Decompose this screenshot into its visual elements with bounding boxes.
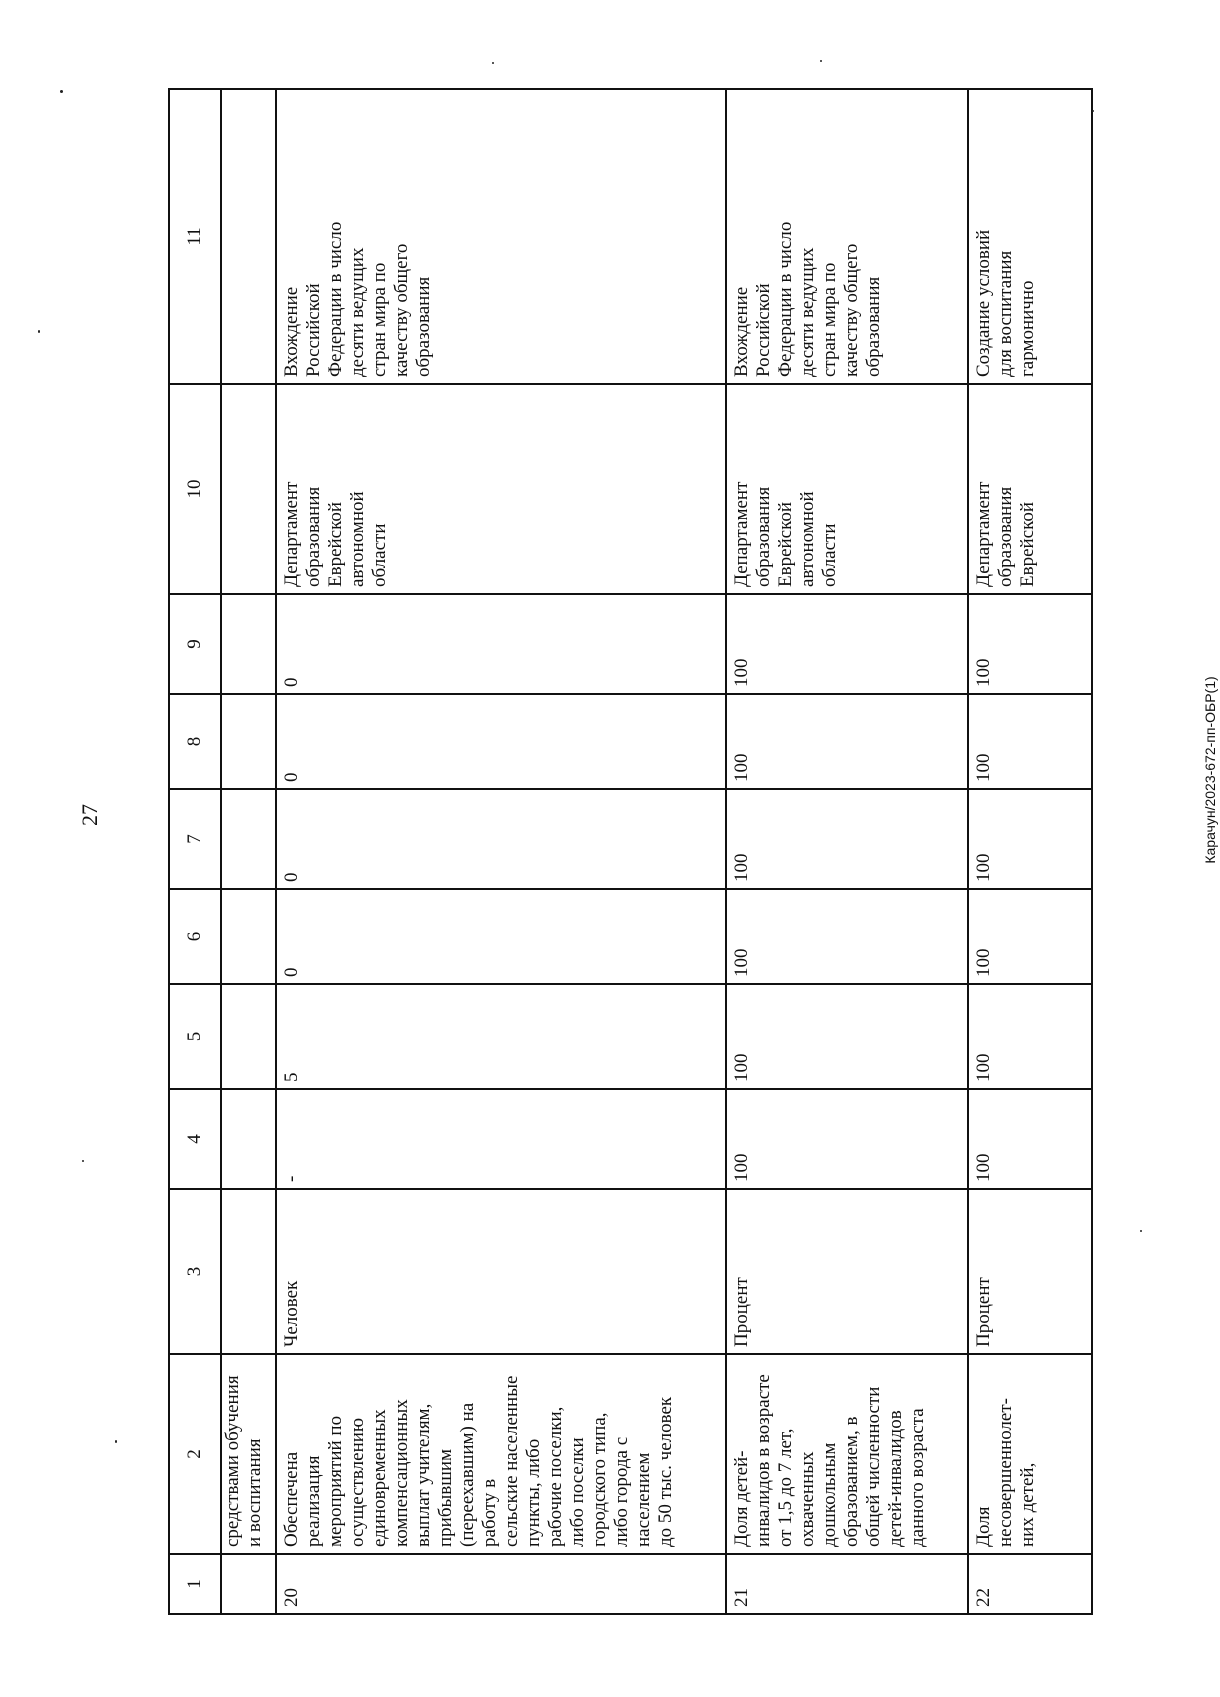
table-cell <box>221 889 276 984</box>
table-cell <box>221 384 276 594</box>
scan-speck <box>115 1440 117 1443</box>
scan-speck <box>82 1160 84 1162</box>
value-col-9: 100 <box>726 594 968 694</box>
table-row <box>726 89 968 1614</box>
col-header-2: 2 <box>169 1354 221 1554</box>
col-header-3: 3 <box>169 1189 221 1354</box>
row-number: 22 <box>968 1554 1092 1614</box>
page-number: 27 <box>77 804 102 826</box>
value-col-9: 0 <box>276 594 726 694</box>
row-number: 20 <box>276 1554 726 1614</box>
scan-speck <box>820 60 822 62</box>
scan-speck <box>60 90 63 93</box>
document-code: Карачун/2023-672-пп-ОБР(1) <box>1202 676 1218 864</box>
table-cell <box>221 984 276 1089</box>
value-col-9: 100 <box>968 594 1092 694</box>
continuation-row <box>221 89 276 1614</box>
value-col-4: - <box>276 1089 726 1189</box>
value-col-6: 0 <box>276 889 726 984</box>
unit: Процент <box>726 1189 968 1354</box>
col-header-9: 9 <box>169 594 221 694</box>
table-cell: средствами обучения и воспитания <box>221 1354 276 1554</box>
goal: Вхождение Российской Федерации в число десяти ведущих стран мира по качеству общего образования <box>276 89 726 384</box>
col-header-4: 4 <box>169 1089 221 1189</box>
value-col-5: 100 <box>968 984 1092 1089</box>
unit: Процент <box>968 1189 1092 1354</box>
col-header-6: 6 <box>169 889 221 984</box>
table-row <box>276 89 726 1614</box>
value-col-6: 100 <box>968 889 1092 984</box>
col-header-11: 11 <box>169 89 221 384</box>
col-header-10: 10 <box>169 384 221 594</box>
value-col-8: 100 <box>726 694 968 789</box>
value-col-6: 100 <box>726 889 968 984</box>
scan-speck <box>38 330 40 333</box>
table-cell <box>221 89 276 384</box>
value-col-5: 100 <box>726 984 968 1089</box>
scan-speck <box>1092 110 1094 112</box>
col-header-8: 8 <box>169 694 221 789</box>
responsible: Департамент образования Еврейской автономной области <box>726 384 968 594</box>
scan-speck <box>1140 1230 1142 1232</box>
scan-speck <box>492 62 494 64</box>
table-cell <box>221 594 276 694</box>
value-col-7: 100 <box>968 789 1092 889</box>
indicator-name: Обеспечена реализация мероприятий по осуществлению единовременных компенсационных выплат учителям, прибывшим (переехавшим) на работу в сельские населенные пункты, либо рабочие поселки, либо поселки городского типа, либо города с населением до 50 тыс. человек <box>276 1354 726 1554</box>
value-col-7: 100 <box>726 789 968 889</box>
indicator-name: Доля несовершеннолет- них детей, <box>968 1354 1092 1554</box>
header-row <box>169 89 221 1614</box>
table-cell <box>221 1189 276 1354</box>
col-header-5: 5 <box>169 984 221 1089</box>
col-header-7: 7 <box>169 789 221 889</box>
value-col-4: 100 <box>968 1089 1092 1189</box>
unit: Человек <box>276 1189 726 1354</box>
value-col-8: 0 <box>276 694 726 789</box>
table-cell <box>221 789 276 889</box>
indicator-name: Доля детей- инвалидов в возрасте от 1,5 до 7 лет, охваченных дошкольным образованием, в общей численности детей-инвалидов данного возраста <box>726 1354 968 1554</box>
table-cell <box>221 1554 276 1614</box>
goal: Вхождение Российской Федерации в число десяти ведущих стран мира по качеству общего образования <box>726 89 968 384</box>
goal: Создание условий для воспитания гармонично <box>968 89 1092 384</box>
value-col-4: 100 <box>726 1089 968 1189</box>
responsible: Департамент образования Еврейской автономной области <box>276 384 726 594</box>
responsible: Департамент образования Еврейской <box>968 384 1092 594</box>
value-col-8: 100 <box>968 694 1092 789</box>
table-cell <box>221 1089 276 1189</box>
value-col-7: 0 <box>276 789 726 889</box>
value-col-5: 5 <box>276 984 726 1089</box>
col-header-1: 1 <box>169 1554 221 1614</box>
indicator-table <box>168 90 1091 1615</box>
table-row <box>968 89 1092 1614</box>
row-number: 21 <box>726 1554 968 1614</box>
table-cell <box>221 694 276 789</box>
